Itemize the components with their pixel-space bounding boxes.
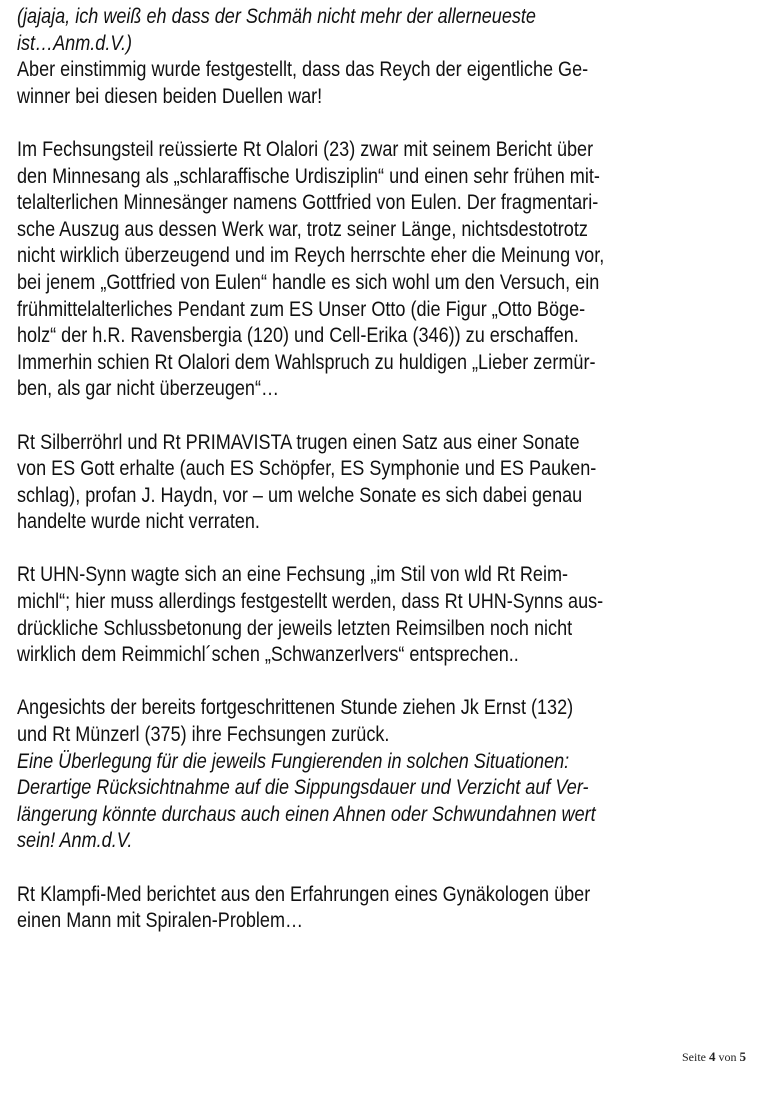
text-line: ist…Anm.d.V.) [17,31,133,55]
text-line: schlag), profan J. Haydn, vor – um welche Sonate es sich dabei genau [17,483,583,507]
text-line: michl“; hier muss allerdings festgestellt werden, dass Rt UHN-Synns aus- [17,590,604,614]
text-line: wirklich dem Reimmichl´schen „Schwanzerlvers“ entsprechen.. [17,643,519,667]
paragraph-gap [17,403,757,430]
text-line: Rt Klampfi-Med berichtet aus den Erfahrungen eines Gynäkologen über [17,882,591,906]
text-line: sche Auszug aus dessen Werk war, trotz seiner Länge, nichtsdestotrotz [17,217,588,241]
text-line: Immerhin schien Rt Olalori dem Wahlspruch zu huldigen „Lieber zermür- [17,350,596,374]
page-label: Seite [682,1050,706,1064]
text-line: Derartige Rücksichtnahme auf die Sippungsdauer und Verzicht auf Ver- [17,776,589,800]
text-line: frühmittelalterliches Pendant zum ES Unser Otto (die Figur „Otto Böge- [17,297,586,321]
text-line: ben, als gar nicht überzeugen“… [17,377,280,401]
text-line: von ES Gott erhalte (auch ES Schöpfer, ES Symphonie und ES Pauken- [17,457,597,481]
text-line: holz“ der h.R. Ravensbergia (120) und Cell-Erika (346)) zu erschaffen. [17,324,579,348]
paragraph-gap [17,669,757,696]
paragraph-gap [17,110,757,137]
text-line: (jajaja, ich weiß eh dass der Schmäh nicht mehr der allerneueste [17,5,536,28]
text-line: drückliche Schlussbetonung der jeweils letzten Reimsilben noch nicht [17,616,573,640]
paragraph-gap [17,855,757,882]
text-line: nicht wirklich überzeugend und im Reych herrschte eher die Meinung vor, [17,244,605,268]
text-line: Rt Silberröhrl und Rt PRIMAVISTA trugen einen Satz aus einer Sonate [17,430,580,454]
text-line: winner bei diesen beiden Duellen war! [17,84,323,108]
text-line: Im Fechsungsteil reüssierte Rt Olalori (23) zwar mit seinem Bericht über [17,137,594,161]
text-line: und Rt Münzerl (375) ihre Fechsungen zurück. [17,723,390,747]
text-line: Rt UHN-Synn wagte sich an eine Fechsung „im Stil von wld Rt Reim- [17,563,569,587]
paragraph [17,562,757,668]
text-line: sein! Anm.d.V. [17,829,133,853]
paragraph-gap [17,536,757,563]
paragraph [17,4,757,110]
page-footer [682,1049,746,1065]
text-line: Aber einstimmig wurde festgestellt, dass das Reych der eigentliche Ge- [17,58,589,82]
total-pages-number: 5 [739,1049,746,1064]
text-line: einen Mann mit Spiralen-Problem… [17,909,304,933]
text-line: Eine Überlegung für die jeweils Fungierenden in solchen Situationen: [17,749,570,773]
text-line: handelte wurde nicht verraten. [17,510,260,534]
body-text [17,4,757,935]
paragraph [17,882,757,935]
paragraph [17,695,757,855]
of-label: von [718,1050,737,1064]
text-line: bei jenem „Gottfried von Eulen“ handle es sich wohl um den Versuch, ein [17,270,600,294]
paragraph [17,137,757,403]
text-line: Angesichts der bereits fortgeschrittenen Stunde ziehen Jk Ernst (132) [17,696,574,720]
text-line: den Minnesang als „schlaraffische Urdisziplin“ und einen sehr frühen mit- [17,164,600,188]
paragraph [17,430,757,536]
current-page-number: 4 [709,1049,716,1064]
text-line: telalterlichen Minnesänger namens Gottfried von Eulen. Der fragmentari- [17,191,599,215]
text-line: längerung könnte durchaus auch einen Ahnen oder Schwundahnen wert [17,802,596,826]
